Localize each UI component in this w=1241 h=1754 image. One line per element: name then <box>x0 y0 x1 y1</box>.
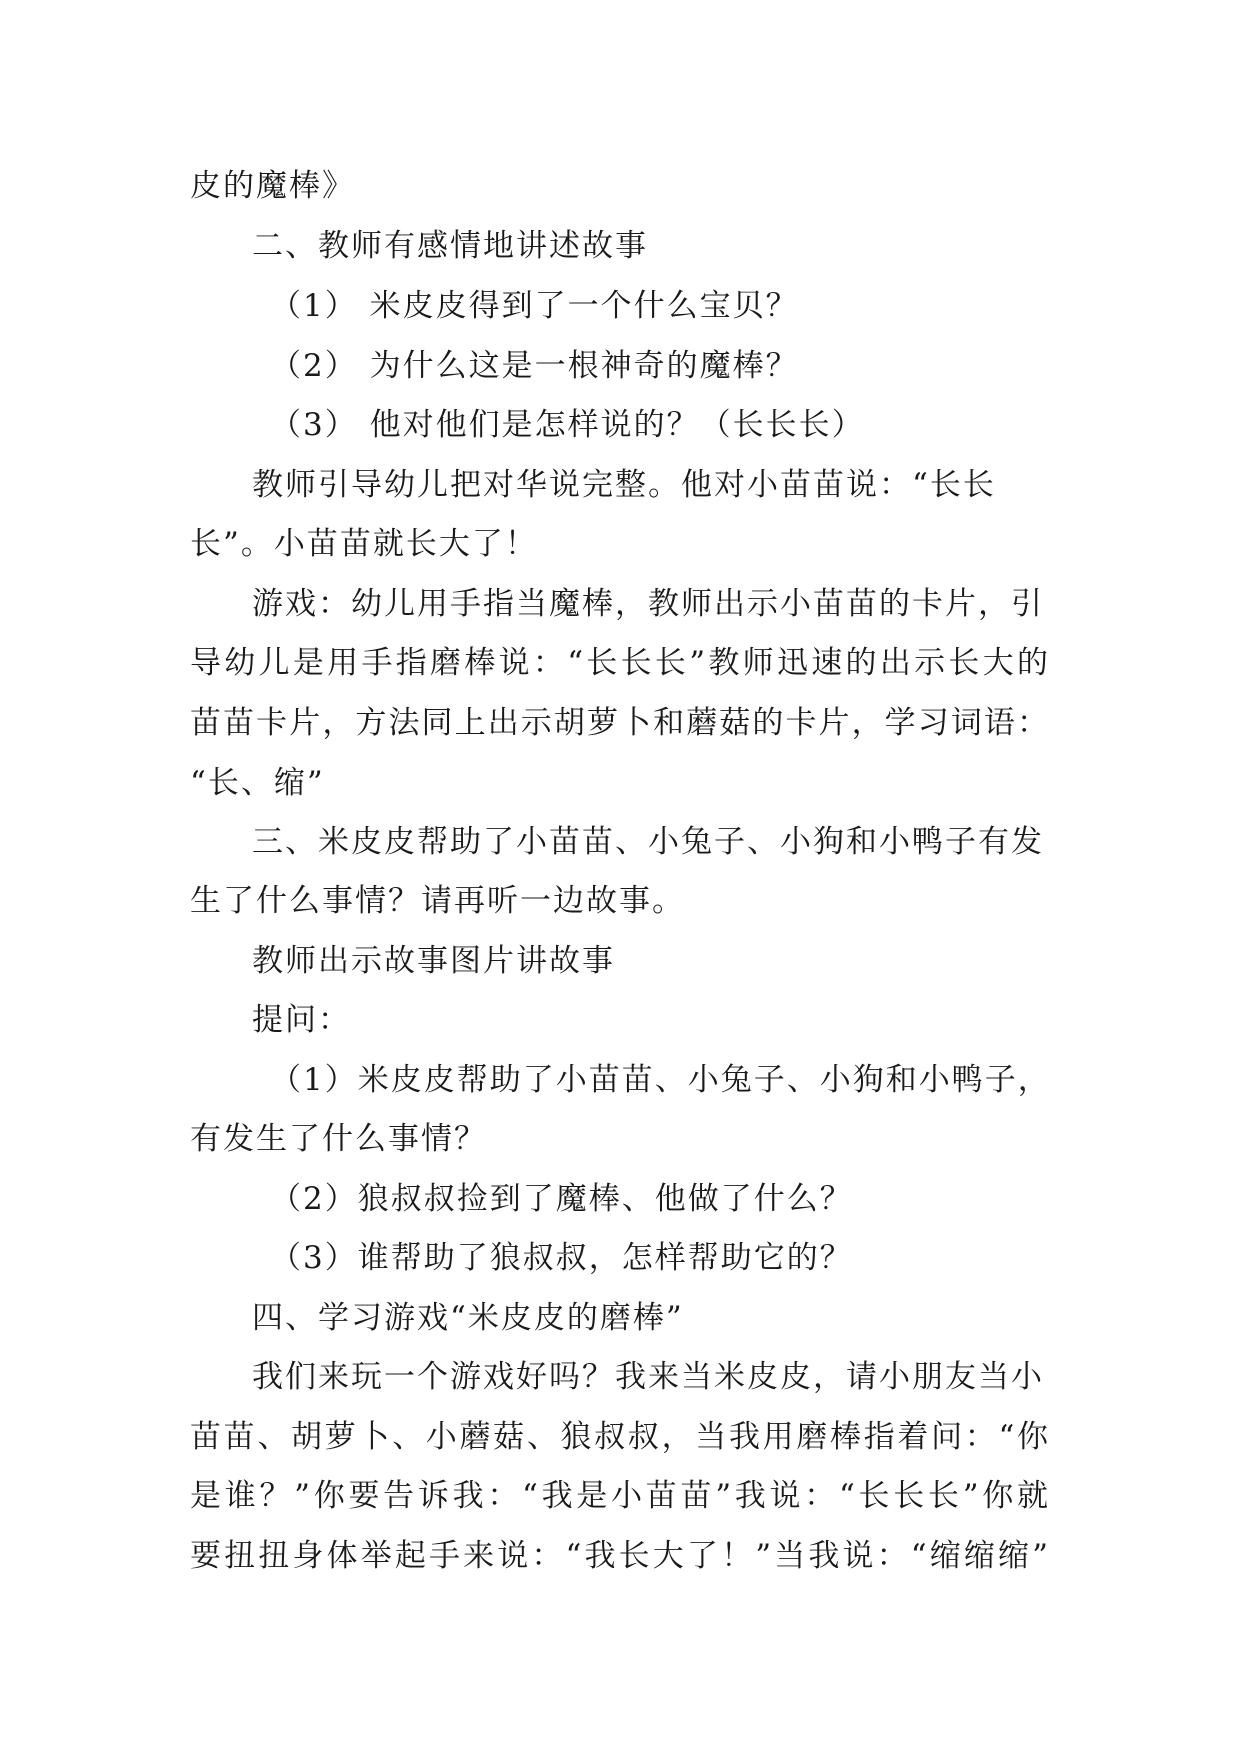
question-item: （3）谁帮助了狼叔叔，怎样帮助它的？ <box>270 1240 853 1276</box>
text-line: 提问： <box>252 1002 351 1038</box>
text-line: 游戏：幼儿用手指当魔棒，教师出示小苗苗的卡片，引 <box>252 586 1044 622</box>
text-line: 苗苗卡片，方法同上出示胡萝卜和蘑菇的卡片，学习词语： <box>190 705 1050 741</box>
question-item: （2）狼叔叔捡到了魔棒、他做了什么？ <box>270 1181 853 1217</box>
text-line: 要扭扭身体举起手来说：“我长大了！”当我说：“缩缩缩” <box>190 1538 1050 1574</box>
section-heading: 四、学习游戏“米皮皮的磨棒” <box>252 1300 684 1336</box>
question-item: （1）米皮皮帮助了小苗苗、小兔子、小狗和小鸭子， <box>270 1062 1051 1098</box>
text-line: “长、缩” <box>190 765 325 801</box>
question-item: （2） 为什么这是一根神奇的魔棒？ <box>270 348 799 384</box>
text-line: 生了什么事情？请再听一边故事。 <box>190 883 685 919</box>
text-line: 有发生了什么事情？ <box>190 1121 487 1157</box>
text-line: 皮的魔棒》 <box>190 168 355 204</box>
section-heading: 二、教师有感情地讲述故事 <box>252 228 648 264</box>
text-line: 我们来玩一个游戏好吗？我来当米皮皮，请小朋友当小 <box>252 1359 1044 1395</box>
text-line: 苗苗、胡萝卜、小蘑菇、狼叔叔，当我用磨棒指着问：“你 <box>190 1419 1050 1455</box>
text-line: 长”。小苗苗就长大了！ <box>190 526 538 562</box>
question-item: （3） 他对他们是怎样说的？（长长长） <box>270 407 865 443</box>
text-line: 是谁？”你要告诉我：“我是小苗苗”我说：“长长长”你就 <box>190 1478 1050 1514</box>
section-heading: 三、米皮皮帮助了小苗苗、小兔子、小狗和小鸭子有发 <box>252 824 1044 860</box>
question-item: （1） 米皮皮得到了一个什么宝贝？ <box>270 288 799 324</box>
text-line: 教师引导幼儿把对华说完整。他对小苗苗说：“长长 <box>252 467 996 503</box>
text-line: 教师出示故事图片讲故事 <box>252 943 615 979</box>
text-line: 导幼儿是用手指磨棒说：“长长长”教师迅速的出示长大的 <box>190 645 1050 681</box>
